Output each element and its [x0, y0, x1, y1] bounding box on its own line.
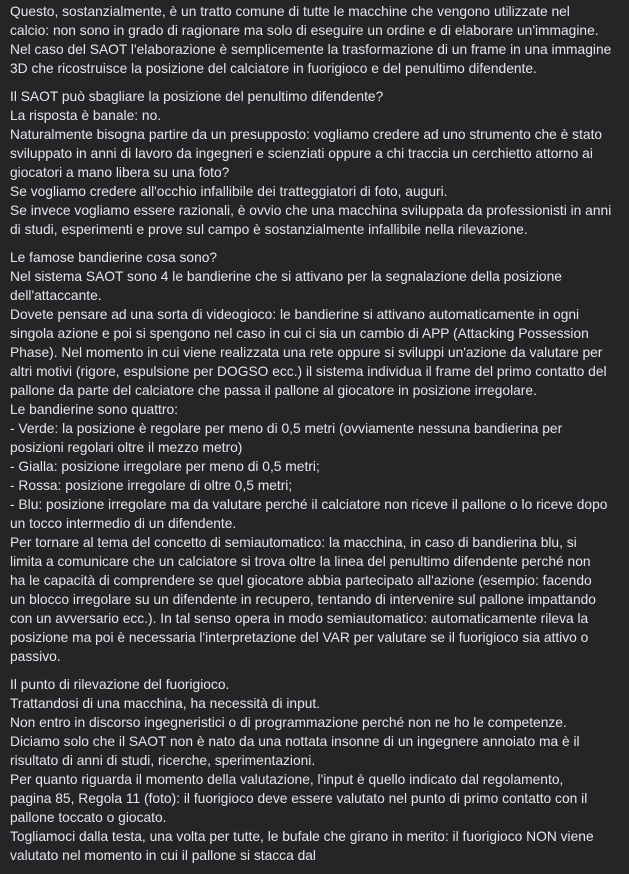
text-line: - Verde: la posizione è regolare per meno di 0,5 metri (ovviamente nessuna bandierina per: [10, 421, 563, 436]
text-line: La risposta è banale: no.: [10, 108, 162, 123]
text-line: Diciamo solo che il SAOT non è nato da una nottata insonne di un ingegnere annoiato ma è il: [10, 734, 580, 749]
text-line: di studi, esperimenti e prove sul campo è sostanzialmente infallibile nella rilevazione.: [10, 222, 528, 237]
text-line: un tocco intermedio di un difendente.: [10, 516, 237, 531]
text-line: dell'attaccante.: [10, 288, 102, 303]
text-line: Non entro in discorso ingegneristici o di programmazione perché non ne ho le competenze.: [10, 715, 567, 730]
text-line: Per quanto riguarda il momento della valutazione, l'input è quello indicato dal regolamento,: [10, 772, 564, 787]
text-line: Togliamoci dalla testa, una volta per tutte, le bufale che girano in merito: il fuorigioco NON viene: [10, 829, 594, 844]
text-line: pagina 85, Regola 11 (foto): il fuorigioco deve essere valutato nel punto di primo contatto con il: [10, 791, 588, 806]
text-line: Naturalmente bisogna partire da un presupposto: vogliamo credere ad uno strumento che è stato: [10, 127, 603, 142]
text-line: risultato di anni di studi, ricerche, sperimentazioni.: [10, 753, 316, 768]
text-line: passivo.: [10, 649, 61, 664]
text-line: - Rossa: posizione irregolare di oltre 0,5 metri;: [10, 478, 293, 493]
text-line: Nel sistema SAOT sono 4 le bandierine che si attivano per la segnalazione della posizione: [10, 269, 562, 284]
text-line: Il punto di rilevazione del fuorigioco.: [10, 677, 230, 692]
paragraph-saot-errors: [10, 87, 619, 239]
text-line: singola azione e poi si spengono nel caso in cui ci sia un cambio di APP (Attacking Possession: [10, 326, 589, 341]
text-line: altri motivi (rigore, espulsione per DOGSO ecc.) il sistema individua il frame del primo contatto del: [10, 364, 607, 379]
text-line: Se invece vogliamo essere razionali, è ovvio che una macchina sviluppata da professionisti in anni: [10, 203, 612, 218]
text-line: Dovete pensare ad una sorta di videogioco: le bandierine si attivano automaticamente in ogni: [10, 307, 580, 322]
text-line: Per tornare al tema del concetto di semiautomatico: la macchina, in caso di bandierina blu, si: [10, 535, 577, 550]
text-line: limita a comunicare che un calciatore si trova oltre la linea del penultimo difendente perché non: [10, 554, 591, 569]
text-line: posizioni regolari oltre il mezzo metro): [10, 440, 243, 455]
text-line: con un avversario ecc.). In tal senso opera in modo semiautomatico: automaticamente rileva la: [10, 611, 589, 626]
text-line: Questo, sostanzialmente, è un tratto comune di tutte le macchine che vengono utilizzate nel: [10, 4, 570, 19]
text-line: - Gialla: posizione irregolare per meno di 0,5 metri;: [10, 459, 320, 474]
text-line: giocatori a mano libera su una foto?: [10, 165, 230, 180]
text-line: 3D che ricostruisce la posizione del calciatore in fuorigioco e del penultimo difendente.: [10, 61, 537, 76]
text-line: Le bandierine sono quattro:: [10, 402, 178, 417]
text-line: posizione ma poi è necessaria l'interpretazione del VAR per valutare se il fuorigioco sia attivo o: [10, 630, 589, 645]
text-line: calcio: non sono in grado di ragionare ma solo di eseguire un ordine e di elaborare un'immagine.: [10, 23, 599, 38]
text-line: pallone toccato o giocato.: [10, 810, 167, 825]
text-line: un blocco irregolare su un difendente in recupero, tentando di intervenire sul pallone impattando: [10, 592, 596, 607]
text-line: Phase). Nel momento in cui viene realizzata una rete oppure si sviluppi un'azione da valutare per: [10, 345, 603, 360]
text-line: - Blu: posizione irregolare ma da valutare perché il calciatore non riceve il pallone o lo riceve dopo: [10, 497, 608, 512]
text-line: sviluppato in anni di lavoro da ingegneri e scienziati oppure a chi traccia un cerchietto attorno ai: [10, 146, 593, 161]
text-line: pallone da parte del calciatore che passa il pallone al giocatore in posizione irregolare.: [10, 383, 537, 398]
text-line: ha le capacità di comprendere se quel giocatore abbia partecipato all'azione (esempio: facendo: [10, 573, 592, 588]
text-line: Il SAOT può sbagliare la posizione del penultimo difendente?: [10, 89, 384, 104]
text-line: valutato nel momento in cui il pallone si stacca dal: [10, 848, 316, 863]
text-line: Le famose bandierine cosa sono?: [10, 250, 218, 265]
text-line: Trattandosi di una macchina, ha necessità di input.: [10, 696, 321, 711]
paragraph-detection-point: [10, 675, 619, 865]
paragraph-flags: [10, 248, 619, 666]
text-line: Nel caso del SAOT l'elaborazione è semplicemente la trasformazione di un frame in una immagine: [10, 42, 612, 57]
text-line: Se vogliamo credere all'occhio infallibile dei tratteggiatori di foto, auguri.: [10, 184, 448, 199]
paragraph-intro: [10, 2, 619, 78]
